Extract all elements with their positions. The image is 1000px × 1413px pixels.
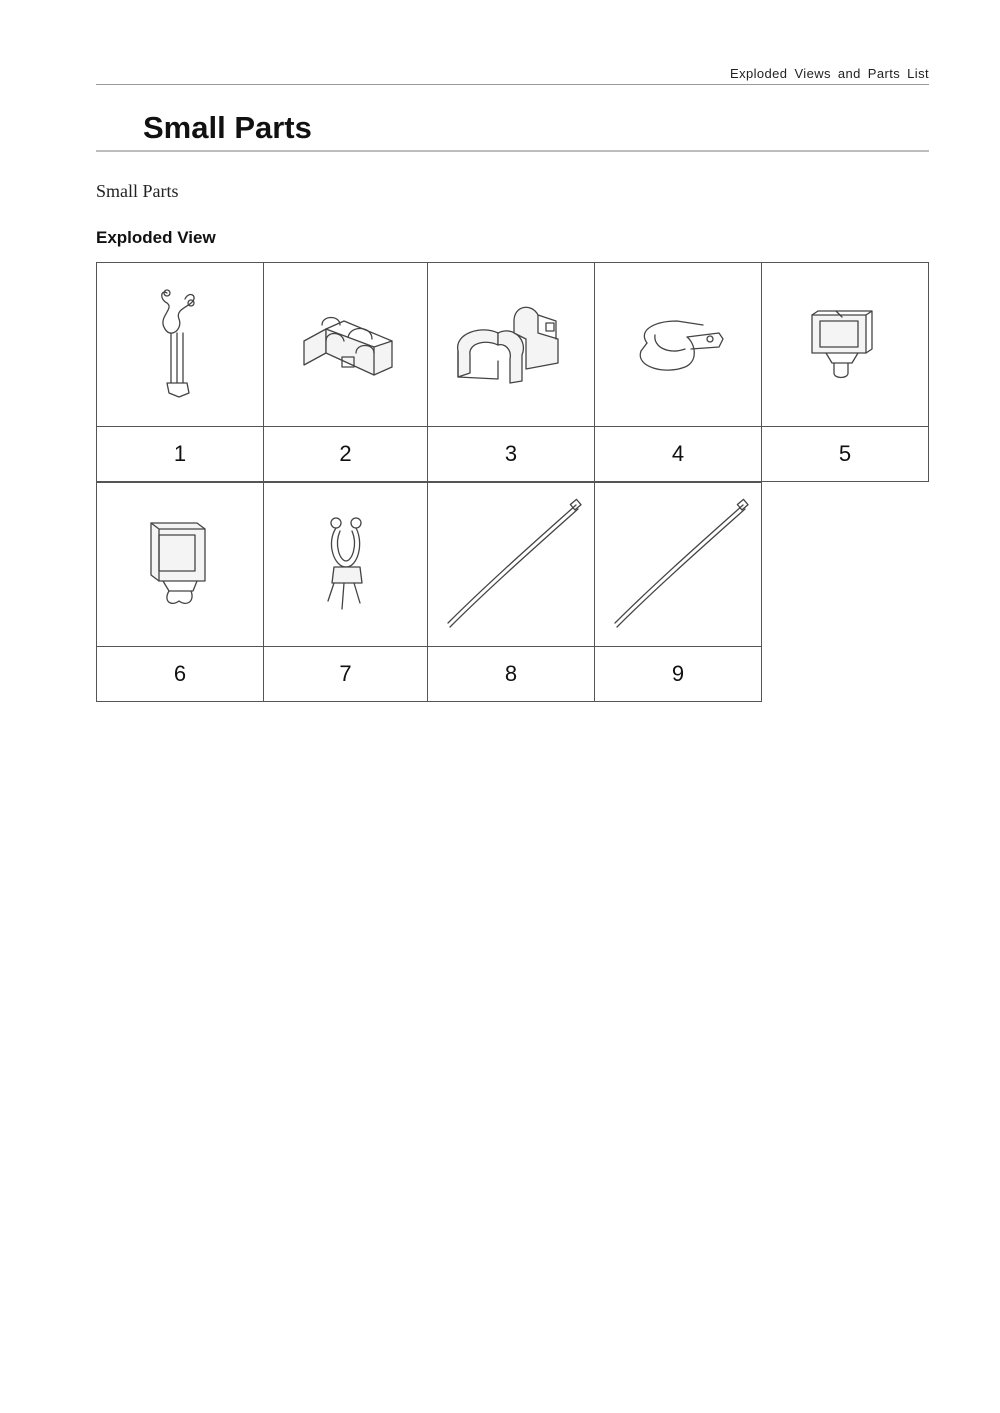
- part-number: 9: [594, 646, 762, 702]
- band-clamp-icon: [595, 263, 763, 428]
- part-number: 5: [761, 426, 929, 482]
- part-4-image-cell: [594, 262, 762, 427]
- cable-tie-icon: [428, 483, 596, 648]
- rectangular-clip-icon: [762, 263, 930, 428]
- wire-clip-icon: [97, 263, 265, 428]
- part-number: 7: [263, 646, 428, 702]
- part-number: 2: [263, 426, 428, 482]
- part-8-image-cell: [427, 482, 595, 647]
- cable-tie-icon: [595, 483, 763, 648]
- loop-clip-icon: [264, 483, 429, 648]
- title-rule: [96, 150, 929, 152]
- double-pipe-clamp-icon: [264, 263, 429, 428]
- part-5-image-cell: [761, 262, 929, 427]
- header-rule: [96, 84, 929, 85]
- part-3-image-cell: [427, 262, 595, 427]
- part-6-image-cell: [96, 482, 264, 647]
- part-9-image-cell: [594, 482, 762, 647]
- part-number: 4: [594, 426, 762, 482]
- part-1-image-cell: [96, 262, 264, 427]
- part-number: 1: [96, 426, 264, 482]
- part-number: 8: [427, 646, 595, 702]
- section-heading: Exploded View: [96, 228, 216, 247]
- part-number: 3: [427, 426, 595, 482]
- square-holder-clip-icon: [97, 483, 265, 648]
- part-7-image-cell: [263, 482, 428, 647]
- page-subtitle: Small Parts: [96, 181, 179, 201]
- part-2-image-cell: [263, 262, 428, 427]
- running-header: Exploded Views and Parts List: [730, 66, 929, 81]
- page-title: Small Parts: [143, 110, 312, 145]
- double-s-clamp-icon: [428, 263, 596, 428]
- part-number: 6: [96, 646, 264, 702]
